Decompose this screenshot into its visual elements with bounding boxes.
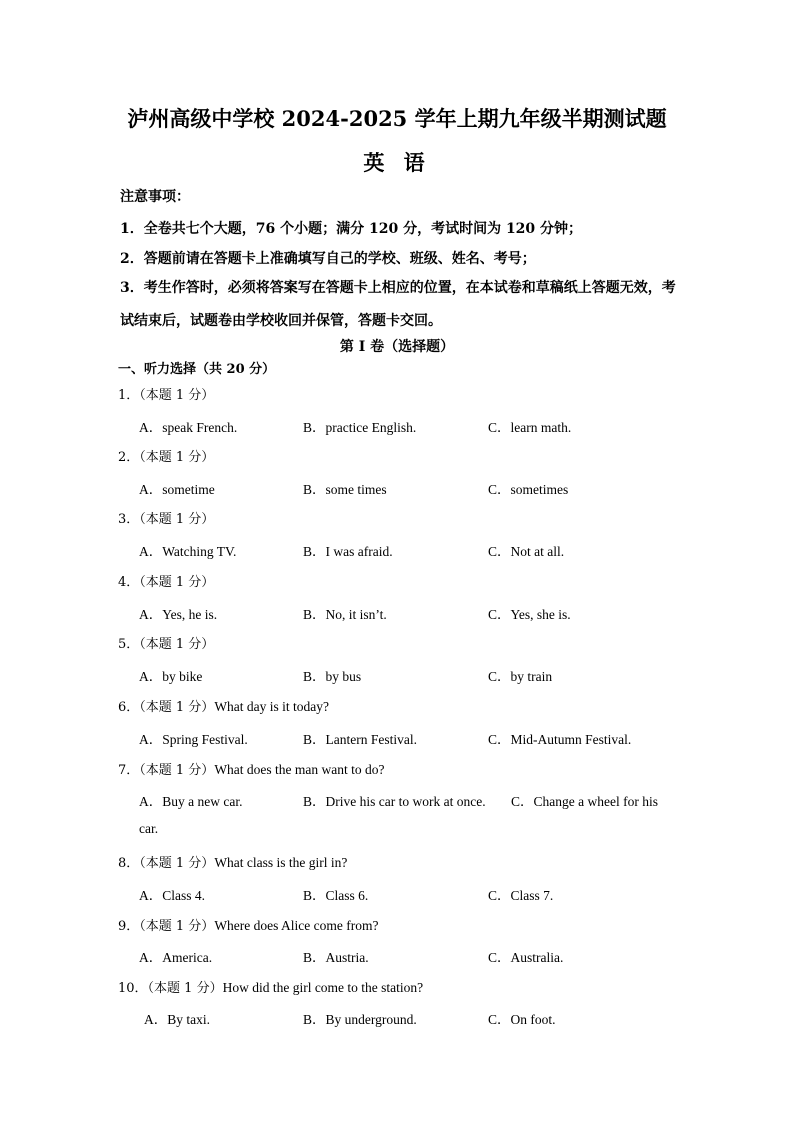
question-label — [118, 759, 385, 778]
option-a: A．By taxi. — [144, 1012, 210, 1027]
question-label — [118, 508, 214, 527]
question-number: 2．（本题 1 分） — [118, 450, 215, 465]
option-c: C．Not at all. — [488, 544, 565, 559]
option-b: B．No, it isn’t. — [303, 607, 387, 622]
question-label — [118, 384, 214, 403]
note-item: 3．考生作答时，必须将答案写在答题卡上相应的位置，在本试卷和草稿纸上答题无效，考试结束后，试题卷由学校收回并保管，答题卡交回。 — [120, 280, 676, 329]
option-b: B．by bus — [303, 669, 362, 684]
question-number: 4．（本题 1 分） — [118, 575, 215, 590]
question-stem: What class is the girl in? — [214, 855, 348, 870]
option-b: B．By underground. — [303, 1012, 417, 1027]
question-number: 3．（本题 1 分） — [118, 512, 215, 527]
question-number: 6．（本题 1 分） — [118, 700, 215, 715]
question-label — [118, 571, 214, 590]
option-c: C．by train — [488, 669, 553, 684]
part-title: 第 I 卷（选择题） — [339, 339, 455, 355]
option-a: A．Yes, he is. — [139, 607, 218, 622]
question-stem: What day is it today? — [214, 699, 330, 714]
question-label — [118, 696, 329, 715]
exam-title: 泸州高级中学校 2024-2025 学年上期九年级半期测试题 — [127, 106, 667, 131]
section-title: 一、听力选择（共 20 分） — [118, 362, 276, 377]
option-c: C．sometimes — [488, 482, 569, 497]
option-b: B．Class 6. — [303, 888, 369, 903]
question-label — [118, 446, 214, 465]
question-number: 5．（本题 1 分） — [118, 637, 215, 652]
question-stem: What does the man want to do? — [214, 762, 385, 777]
option-b: B．Lantern Festival. — [303, 732, 417, 747]
question-label — [118, 852, 347, 871]
question-label — [118, 977, 423, 996]
option-c-continued: car. — [139, 821, 159, 836]
option-a: A．America. — [139, 950, 213, 965]
option-c: C．Mid-Autumn Festival. — [488, 732, 632, 747]
note-item: 2．答题前请在答题卡上准确填写自己的学校、班级、姓名、考号； — [120, 251, 536, 267]
question-number: 9．（本题 1 分） — [118, 919, 215, 934]
question-label — [118, 633, 214, 652]
question-stem: How did the girl come to the station? — [222, 980, 424, 995]
option-c: C．Class 7. — [488, 888, 554, 903]
option-a: A．speak French. — [139, 420, 238, 435]
option-c: C．On foot. — [488, 1012, 556, 1027]
option-a: A．Class 4. — [139, 888, 206, 903]
question-label — [118, 915, 379, 934]
option-a: A．Watching TV. — [139, 544, 237, 559]
notes-heading: 注意事项： — [120, 189, 190, 205]
option-a: A．sometime — [139, 482, 215, 497]
option-a: A．Spring Festival. — [139, 732, 248, 747]
option-b: B．Drive his car to work at once. — [303, 794, 486, 809]
question-stem: Where does Alice come from? — [214, 918, 379, 933]
option-b: B．Austria. — [303, 950, 369, 965]
option-c: C．Australia. — [488, 950, 564, 965]
option-b: B．practice English. — [303, 420, 417, 435]
option-a: A．by bike — [139, 669, 203, 684]
option-c: C．learn math. — [488, 420, 572, 435]
option-a: A．Buy a new car. — [139, 794, 243, 809]
option-c: C．Change a wheel for his — [511, 794, 658, 809]
note-item: 1．全卷共七个大题，76 个小题；满分 120 分，考试时间为 120 分钟； — [120, 221, 583, 237]
question-number: 10．（本题 1 分） — [118, 981, 223, 996]
option-c: C．Yes, she is. — [488, 607, 571, 622]
option-b: B．some times — [303, 482, 387, 497]
question-number: 8．（本题 1 分） — [118, 856, 215, 871]
question-number: 7．（本题 1 分） — [118, 763, 215, 778]
question-number: 1．（本题 1 分） — [118, 388, 215, 403]
option-b: B．I was afraid. — [303, 544, 393, 559]
subject-title: 英 语 — [363, 150, 431, 175]
